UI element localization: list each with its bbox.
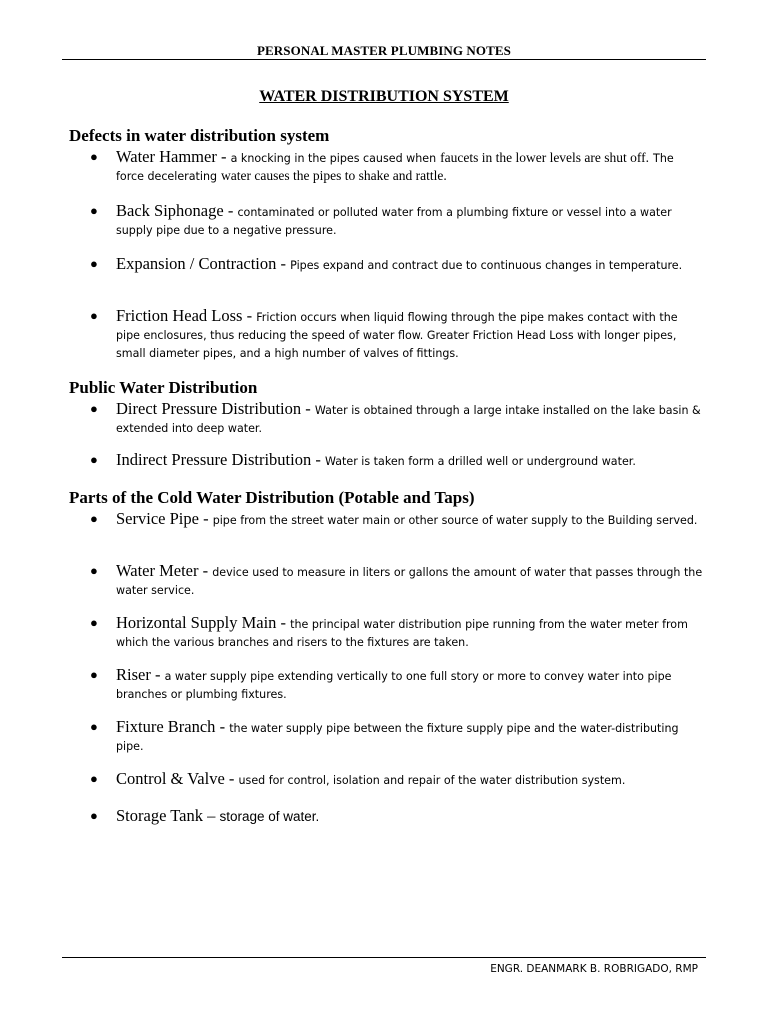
separator: - xyxy=(198,561,213,580)
item-term: Back Siphonage xyxy=(116,201,224,220)
list-item-water-meter xyxy=(90,562,705,599)
list-item-water-hammer xyxy=(90,148,705,185)
list-item-fixture-branch xyxy=(90,718,705,755)
bullet-icon: ● xyxy=(90,771,98,786)
separator: – xyxy=(202,806,220,825)
item-description: Water is taken form a drilled well or underground water. xyxy=(324,455,636,468)
bullet-icon: ● xyxy=(90,563,98,578)
item-term: Storage Tank xyxy=(116,806,203,825)
list-item-direct-pressure xyxy=(90,400,705,437)
separator: - xyxy=(276,613,291,632)
separator: - xyxy=(242,306,257,325)
item-term: Fixture Branch xyxy=(116,717,216,736)
list-item-control-valve xyxy=(90,770,705,789)
item-description: a water supply pipe extending vertically to one full story or more to convey water into pipe branches or plumbing fixtures. xyxy=(116,670,672,701)
item-term: Service Pipe xyxy=(116,509,199,528)
section-heading-defects: Defects in water distribution system xyxy=(69,126,330,145)
list-item-indirect-pressure xyxy=(90,451,705,470)
separator: - xyxy=(215,717,230,736)
item-description: a knocking in the pipes caused when xyxy=(230,152,437,165)
item-description: Pipes expand and contract due to continuous changes in temperature. xyxy=(290,259,683,272)
item-term: Indirect Pressure Distribution xyxy=(116,450,312,469)
list-item-friction-head-loss xyxy=(90,307,705,362)
separator: - xyxy=(276,254,291,273)
item-term: Water Meter xyxy=(116,561,199,580)
header-rule xyxy=(62,59,706,60)
bullet-icon: ● xyxy=(90,149,98,164)
separator: - xyxy=(223,201,238,220)
page-header: PERSONAL MASTER PLUMBING NOTES xyxy=(256,43,511,58)
item-description: contaminated or polluted water from a plumbing fixture or vessel into a water supply pipe due to a negative pressure. xyxy=(116,206,672,237)
item-description: The force decelerating xyxy=(116,152,674,183)
item-term: Control & Valve xyxy=(116,769,225,788)
list-item-storage-tank xyxy=(90,807,705,825)
bullet-icon: ● xyxy=(90,808,98,823)
list-item-expansion-contraction xyxy=(90,255,705,274)
item-term: Direct Pressure Distribution xyxy=(116,399,302,418)
item-description: pipe from the street water main or other source of water supply to the Building served. xyxy=(212,514,698,527)
item-term: Friction Head Loss xyxy=(116,306,243,325)
footer-rule xyxy=(62,957,706,958)
separator: - xyxy=(198,509,213,528)
bullet-icon: ● xyxy=(90,615,98,630)
footer-author: ENGR. DEANMARK B. ROBRIGADO, RMP xyxy=(490,963,698,975)
item-term: Horizontal Supply Main xyxy=(116,613,277,632)
item-description: water causes the pipes to shake and rattle. xyxy=(221,168,447,183)
section-heading-cold-water: Parts of the Cold Water Distribution (Potable and Taps) xyxy=(69,488,475,507)
item-term: Expansion / Contraction xyxy=(116,254,277,273)
item-description: used for control, isolation and repair of the water distribution system. xyxy=(238,774,626,787)
list-item-horizontal-supply-main xyxy=(90,614,705,651)
bullet-icon: ● xyxy=(90,452,98,467)
list-item-riser xyxy=(90,666,705,703)
separator: - xyxy=(216,147,231,166)
item-term: Riser xyxy=(116,665,151,684)
item-description: the principal water distribution pipe running from the water meter from which the various branches and risers to the fixtures are taken. xyxy=(116,618,688,649)
item-description: the water supply pipe between the fixture supply pipe and the water-distributing pipe. xyxy=(116,722,679,753)
bullet-icon: ● xyxy=(90,308,98,323)
list-item-service-pipe xyxy=(90,510,705,529)
separator: - xyxy=(224,769,239,788)
separator: - xyxy=(150,665,165,684)
item-description: Water is obtained through a large intake installed on the lake basin & extended into deep water. xyxy=(116,404,701,435)
item-description: faucets in the lower levels are shut off. xyxy=(440,150,650,165)
section-heading-public-water: Public Water Distribution xyxy=(69,378,258,397)
bullet-icon: ● xyxy=(90,511,98,526)
item-term: Water Hammer xyxy=(116,147,217,166)
list-item-back-siphonage xyxy=(90,202,705,239)
separator: - xyxy=(311,450,325,469)
item-description: device used to measure in liters or gallons the amount of water that passes through the water service. xyxy=(116,566,703,597)
item-description: storage of water. xyxy=(219,809,320,824)
bullet-icon: ● xyxy=(90,667,98,682)
item-description: Friction occurs when liquid flowing through the pipe makes contact with the pipe enclosures, thus reducing the speed of water flow. Greater Friction Head Loss with longer pipes, small diameter pipes, and a high number of valves of fittings. xyxy=(116,311,678,360)
bullet-icon: ● xyxy=(90,256,98,271)
bullet-icon: ● xyxy=(90,401,98,416)
separator: - xyxy=(301,399,315,418)
bullet-icon: ● xyxy=(90,719,98,734)
document-title: WATER DISTRIBUTION SYSTEM xyxy=(259,88,509,105)
bullet-icon: ● xyxy=(90,203,98,218)
